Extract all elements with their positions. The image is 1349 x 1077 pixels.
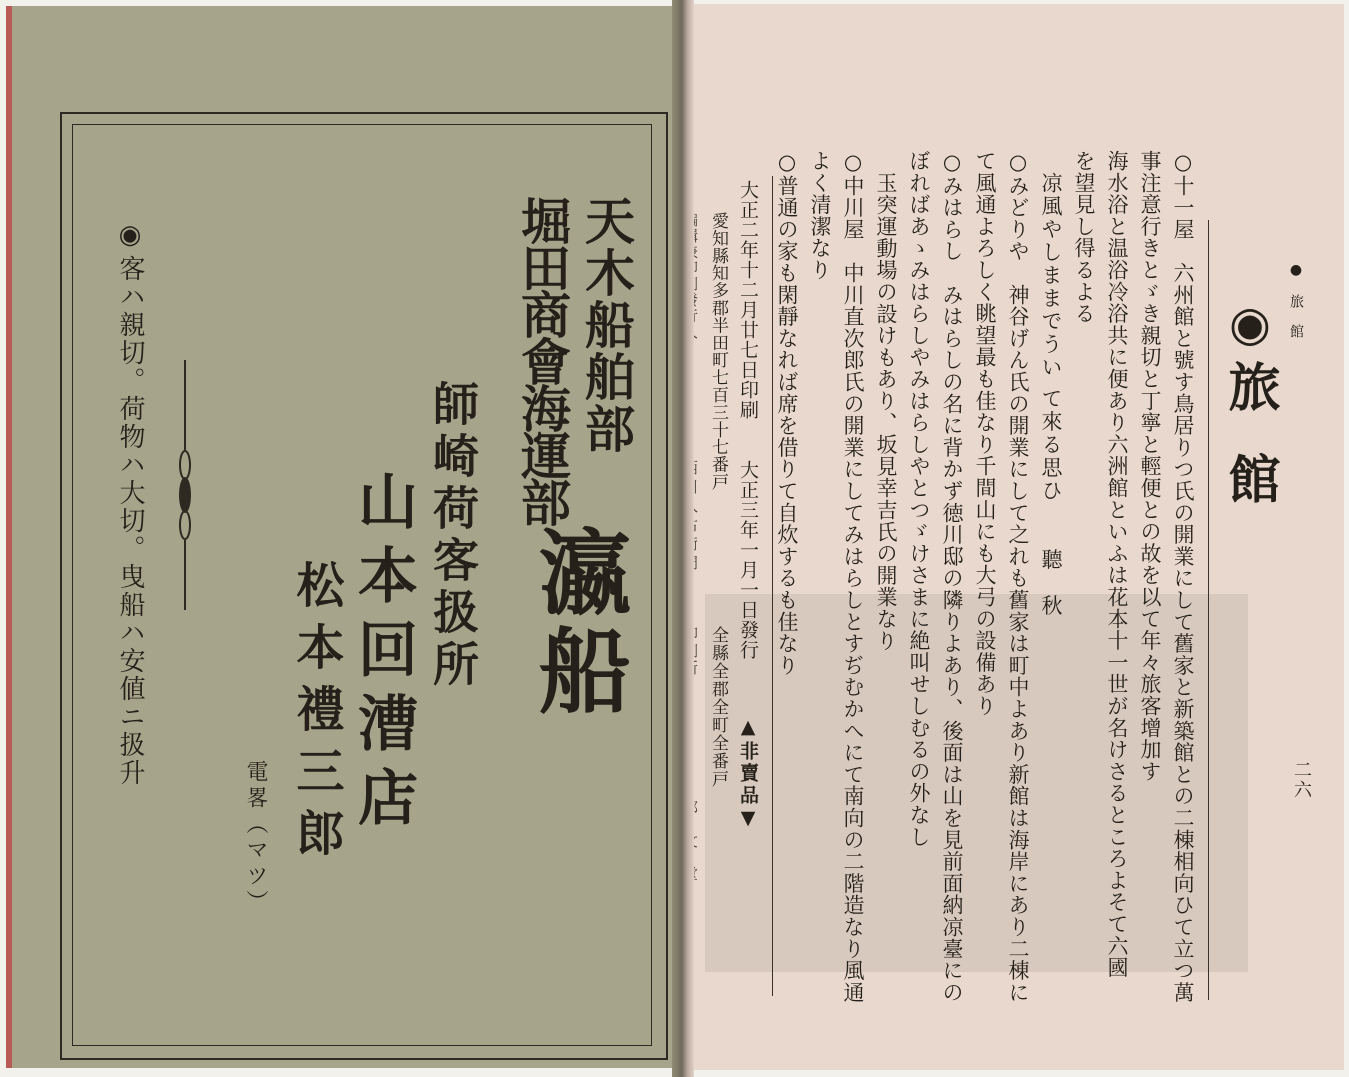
- section-title: 旅館: [1219, 360, 1280, 544]
- advert-title: 瀛船: [524, 525, 632, 721]
- telegram-code: 電畧（マツ）: [243, 760, 268, 916]
- body-line-13: ○普通の家も閑靜なれば席を借りて自炊するも佳なり: [775, 150, 799, 677]
- company-name: 山本回漕店: [348, 470, 418, 840]
- page-number: 二六: [1291, 760, 1312, 800]
- book-gutter: [672, 0, 694, 1077]
- section-mark: ◉: [1222, 296, 1278, 352]
- colophon-printed: 大正二年十二月廿七日印刷: [737, 180, 759, 420]
- body-line-4: を望見し得るよる: [1072, 150, 1096, 325]
- body-line-5: 凉風やしままでうい て來る思ひ 聽 秋: [1039, 172, 1063, 618]
- colophon-published: 大正三年一月一日發行: [737, 460, 759, 660]
- agency-name: 師崎荷客扱所: [426, 380, 480, 692]
- ornament-divider: [170, 360, 200, 610]
- colophon-print-office-address: 全縣全郡全町全番戸: [708, 626, 728, 788]
- body-line-10: 玉突運動場の設けもあり、坂見幸吉氏の開業なり: [874, 172, 898, 652]
- body-line-3: 海水浴と温浴冷浴共に便あり六洲館といふは花本十一世が名けさるところよそて六國: [1105, 150, 1129, 979]
- body-line-12: よく清潔なり: [808, 150, 832, 281]
- body-line-11: ○中川屋 中川直次郎氏の開業にしてみはらしとすぢむかへにて南向の二階造なり風通: [841, 150, 865, 1004]
- colophon-address: 愛知縣知多郡半田町七百三十七番戸: [708, 212, 728, 491]
- folio-rule: [1208, 220, 1209, 1000]
- body-line-6: ○みどりや 神谷げん氏の開業にして之れも舊家は町中よあり新館は海岸にあり二棟に: [1006, 150, 1030, 1004]
- running-header: ●旅館: [1288, 262, 1304, 354]
- body-line-7: て風通よろしく眺望最も佳なり千間山にも大弓の設備あり: [973, 150, 997, 717]
- advert-motto: 客ハ親切。荷物ハ大切。曳船ハ安値ニ扱升: [115, 255, 145, 787]
- body-line-9: ぼればあゝみはらしやみはらしやとつゞけさまに絶叫せしむるの外なし: [907, 150, 931, 848]
- body-line-8: ○みはらし みはらしの名に背かず徳川邸の隣りよあり、後面は山を見前面納凉臺にの: [940, 150, 964, 1004]
- body-line-1: ○十一屋 六州館と號す鳥居りつ氏の開業にして舊家と新築館との二棟相向ひて立つ萬: [1171, 150, 1195, 1004]
- person-name: 松本禮三郎: [288, 560, 344, 870]
- ship-line-2: 堀田商會海運部: [513, 195, 572, 524]
- motto-mark: ◉: [115, 220, 145, 250]
- colophon-not-for-sale: ▲非賣品▼: [737, 716, 759, 832]
- ship-line-1: 天木船舶部: [577, 195, 636, 455]
- body-line-2: 事注意行きとゞき親切と丁寧と輕便との故を以て年々旅客增加す: [1138, 150, 1162, 783]
